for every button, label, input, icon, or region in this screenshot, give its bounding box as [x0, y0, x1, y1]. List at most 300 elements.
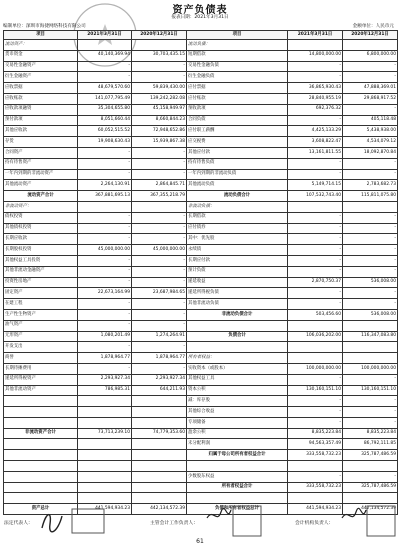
table-row	[4, 104, 398, 115]
legal-rep-signature-seal	[38, 506, 108, 536]
asset-item-cell: 衍生金融资产	[4, 72, 78, 83]
liability-prior-cell: 6,800,000.00	[343, 50, 398, 61]
liability-current-cell: -	[288, 288, 343, 299]
asset-item-cell	[4, 482, 78, 493]
table-row	[4, 450, 398, 461]
liability-prior-cell: -	[343, 223, 398, 234]
liability-prior-cell: 4,534,079.12	[343, 137, 398, 148]
asset-current-cell	[78, 396, 132, 407]
asset-item-cell: 应收账款	[4, 93, 78, 104]
asset-current-cell	[78, 461, 132, 472]
liability-prior-cell	[343, 493, 398, 504]
asset-item-cell: 非流动资产合计	[4, 428, 78, 439]
table-row	[4, 115, 398, 126]
asset-current-cell: 60,052,515.52	[78, 126, 132, 137]
asset-current-cell: -	[78, 255, 132, 266]
asset-prior-cell: 8,660,844.23	[132, 115, 187, 126]
column-header: 2021年3月31日	[288, 31, 343, 40]
liability-current-cell: 692,376.32	[288, 104, 343, 115]
liability-item-cell	[187, 320, 288, 331]
asset-current-cell: -	[78, 342, 132, 353]
asset-prior-cell: -	[132, 266, 187, 277]
table-row	[4, 137, 398, 148]
liability-current-cell: -	[288, 266, 343, 277]
column-header: 2021年3月31日	[78, 31, 132, 40]
asset-item-cell: 其他流动资产	[4, 180, 78, 191]
asset-item-cell	[4, 450, 78, 461]
asset-item-cell: 流动资产合计	[4, 191, 78, 202]
asset-item-cell: 预付款项	[4, 115, 78, 126]
liability-prior-cell	[343, 320, 398, 331]
liability-current-cell	[288, 40, 343, 51]
table-row	[4, 353, 398, 364]
asset-prior-cell	[132, 461, 187, 472]
table-row	[4, 439, 398, 450]
liability-prior-cell: 536,008.00	[343, 309, 398, 320]
table-row	[4, 93, 398, 104]
asset-prior-cell: 45,158,949.97	[132, 104, 187, 115]
liability-prior-cell: 8,835,223.84	[343, 428, 398, 439]
asset-current-cell: -	[78, 266, 132, 277]
asset-current-cell: -	[78, 169, 132, 180]
table-row	[4, 277, 398, 288]
asset-item-cell	[4, 493, 78, 504]
table-row	[4, 212, 398, 223]
liability-prior-cell: -	[343, 169, 398, 180]
liability-current-cell: -	[288, 61, 343, 72]
liability-current-cell: 503,456.60	[288, 309, 343, 320]
table-row	[4, 245, 398, 256]
table-row	[4, 493, 398, 504]
table-row	[4, 223, 398, 234]
liability-current-cell: -	[288, 471, 343, 482]
asset-prior-cell: 1,274,264.91	[132, 331, 187, 342]
table-row	[4, 428, 398, 439]
table-row	[4, 72, 398, 83]
asset-item-cell: 其他债权投资	[4, 223, 78, 234]
asset-item-cell	[4, 396, 78, 407]
table-row	[4, 158, 398, 169]
liability-prior-cell: 325,787,486.59	[343, 482, 398, 493]
table-row	[4, 191, 398, 202]
liability-item-cell: 其中：优先股	[187, 234, 288, 245]
asset-prior-cell: 59,839,430.00	[132, 83, 187, 94]
accounting-dept-signature-seal	[340, 504, 398, 538]
asset-current-cell	[78, 40, 132, 51]
liability-item-cell: 负债合计	[187, 331, 288, 342]
asset-current-cell: 73,713,239.10	[78, 428, 132, 439]
asset-prior-cell: 2,864,845.71	[132, 180, 187, 191]
liability-prior-cell: 47,888,369.01	[343, 83, 398, 94]
liability-item-cell: 应付债券	[187, 223, 288, 234]
liability-current-cell: 28,840,955.19	[288, 93, 343, 104]
asset-prior-cell	[132, 439, 187, 450]
liability-current-cell: 333,558,732.23	[288, 450, 343, 461]
liability-prior-cell: -	[343, 104, 398, 115]
liability-current-cell: -	[288, 158, 343, 169]
table-row	[4, 266, 398, 277]
asset-item-cell: 递延所得税资产	[4, 374, 78, 385]
asset-item-cell	[4, 407, 78, 418]
liability-prior-cell: -	[343, 471, 398, 482]
asset-item-cell: 债权投资	[4, 212, 78, 223]
asset-current-cell	[78, 417, 132, 428]
liability-prior-cell: -	[343, 72, 398, 83]
asset-current-cell	[78, 201, 132, 212]
asset-prior-cell	[132, 493, 187, 504]
asset-prior-cell: 74,779,353.60	[132, 428, 187, 439]
liability-prior-cell: 115,811,075.80	[343, 191, 398, 202]
asset-prior-cell: -	[132, 158, 187, 169]
asset-current-cell: 48,679,570.60	[78, 83, 132, 94]
liability-item-cell: 其他综合收益	[187, 407, 288, 418]
asset-item-cell	[4, 439, 78, 450]
report-date: 报表日期：2021年3月31日	[171, 15, 229, 20]
liability-prior-cell: 442,134,572.39	[343, 504, 398, 515]
currency-unit: 金额单位：人民币元	[352, 24, 394, 29]
liability-current-cell: 2,870,750.37	[288, 277, 343, 288]
liability-current-cell: 107,532,743.40	[288, 191, 343, 202]
asset-current-cell	[78, 471, 132, 482]
liability-item-cell: 资本公积	[187, 385, 288, 396]
asset-item-cell: 交易性金融资产	[4, 61, 78, 72]
asset-current-cell: 22,673,164.99	[78, 288, 132, 299]
asset-current-cell: -	[78, 299, 132, 310]
asset-current-cell: -	[78, 72, 132, 83]
liability-item-cell: 流动负债合计	[187, 191, 288, 202]
liability-prior-cell: 5,438,938.00	[343, 126, 398, 137]
liability-item-cell: 所有者权益：	[187, 353, 288, 364]
liability-item-cell: 所有者权益合计	[187, 482, 288, 493]
liability-item-cell: 预计负债	[187, 266, 288, 277]
asset-item-cell: 合同资产	[4, 147, 78, 158]
asset-item-cell: 长期待摊费用	[4, 363, 78, 374]
asset-prior-cell: 644,211.93	[132, 385, 187, 396]
liability-item-cell: 应付账款	[187, 93, 288, 104]
asset-item-cell: 应收票据	[4, 83, 78, 94]
asset-item-cell: 商誉	[4, 353, 78, 364]
asset-item-cell: 存货	[4, 137, 78, 148]
signature-area	[0, 506, 400, 536]
liability-item-cell: 归属于母公司所有者权益合计	[187, 450, 288, 461]
asset-item-cell: 固定资产	[4, 288, 78, 299]
liability-item-cell: 负债和所有者权益总计	[187, 504, 288, 515]
accounting-head-signature-seal	[205, 504, 265, 538]
liability-item-cell	[187, 461, 288, 472]
liability-current-cell: -	[288, 223, 343, 234]
asset-prior-cell: 23,687,984.65	[132, 288, 187, 299]
table-row	[4, 201, 398, 212]
asset-prior-cell: -	[132, 72, 187, 83]
liability-current-cell: 3,608,822.47	[288, 137, 343, 148]
asset-prior-cell: -	[132, 223, 187, 234]
table-row	[4, 234, 398, 245]
asset-prior-cell: -	[132, 255, 187, 266]
liability-prior-cell	[343, 461, 398, 472]
liability-item-cell: 长期应付款	[187, 255, 288, 266]
liability-item-cell	[187, 342, 288, 353]
liability-current-cell: 13,161,811.55	[288, 147, 343, 158]
table-row	[4, 482, 398, 493]
table-row	[4, 363, 398, 374]
liability-prior-cell: -	[343, 61, 398, 72]
liability-current-cell: -	[288, 299, 343, 310]
asset-prior-cell: -	[132, 309, 187, 320]
liability-current-cell: -	[288, 169, 343, 180]
asset-item-cell: 应收款项融资	[4, 104, 78, 115]
liability-item-cell: 交易性金融负债	[187, 61, 288, 72]
asset-current-cell: 2,264,130.91	[78, 180, 132, 191]
asset-item-cell: 投资性房地产	[4, 277, 78, 288]
asset-item-cell	[4, 417, 78, 428]
table-row	[4, 385, 398, 396]
liability-current-cell: 100,000,000.00	[288, 363, 343, 374]
liability-current-cell: 4,425,133.29	[288, 126, 343, 137]
asset-prior-cell: 367,355,218.79	[132, 191, 187, 202]
page-number: 61	[196, 538, 204, 545]
liability-prior-cell: -	[343, 417, 398, 428]
asset-current-cell: -	[78, 223, 132, 234]
liability-prior-cell: -	[343, 407, 398, 418]
asset-prior-cell: -	[132, 277, 187, 288]
liability-item-cell: 应付职工薪酬	[187, 126, 288, 137]
asset-item-cell: 长期应收款	[4, 234, 78, 245]
liability-prior-cell: -	[343, 374, 398, 385]
liability-item-cell: 非流动负债合计	[187, 309, 288, 320]
table-row	[4, 374, 398, 385]
asset-prior-cell: -	[132, 342, 187, 353]
asset-prior-cell: 45,000,000.00	[132, 245, 187, 256]
asset-prior-cell: 30,703,435.15	[132, 50, 187, 61]
asset-current-cell: 2,293,927.34	[78, 374, 132, 385]
asset-prior-cell: -	[132, 299, 187, 310]
asset-prior-cell: -	[132, 147, 187, 158]
asset-current-cell	[78, 450, 132, 461]
asset-item-cell: 其他非流动资产	[4, 385, 78, 396]
asset-current-cell: -	[78, 147, 132, 158]
liability-prior-cell: -	[343, 158, 398, 169]
liability-prior-cell: 405,118.48	[343, 115, 398, 126]
table-row	[4, 461, 398, 472]
table-row	[4, 169, 398, 180]
liability-current-cell: 441,594,934.23	[288, 504, 343, 515]
liability-item-cell: 专项储备	[187, 417, 288, 428]
liability-current-cell	[288, 461, 343, 472]
liability-item-cell: 短期借款	[187, 50, 288, 61]
liability-current-cell: -	[288, 245, 343, 256]
legal-rep-label: 法定代表人：	[4, 521, 33, 526]
asset-current-cell: 141,077,795.49	[78, 93, 132, 104]
table-row	[4, 417, 398, 428]
liability-item-cell: 未分配利润	[187, 439, 288, 450]
asset-item-cell: 流动资产：	[4, 40, 78, 51]
asset-item-cell: 油气资产	[4, 320, 78, 331]
asset-item-cell: 开发支出	[4, 342, 78, 353]
liability-item-cell: 流动负债：	[187, 40, 288, 51]
asset-prior-cell	[132, 201, 187, 212]
table-row	[4, 50, 398, 61]
liability-prior-cell: -	[343, 255, 398, 266]
liability-prior-cell: -	[343, 299, 398, 310]
liability-item-cell: 非流动负债：	[187, 201, 288, 212]
table-row	[4, 331, 398, 342]
asset-item-cell	[4, 471, 78, 482]
liability-item-cell: 其他应付款	[187, 147, 288, 158]
column-header: 2020年12月31日	[132, 31, 187, 40]
table-row	[4, 320, 398, 331]
liability-current-cell: -	[288, 212, 343, 223]
liability-prior-cell: 116,347,083.80	[343, 331, 398, 342]
report-title: 资产负债表	[172, 5, 228, 16]
asset-current-cell	[78, 439, 132, 450]
liability-item-cell: 递延收益	[187, 277, 288, 288]
liability-prior-cell: 536,008.00	[343, 277, 398, 288]
asset-item-cell: 长期股权投资	[4, 245, 78, 256]
asset-current-cell	[78, 482, 132, 493]
asset-prior-cell	[132, 417, 187, 428]
asset-current-cell: 8,051,660.44	[78, 115, 132, 126]
liability-item-cell: 减：库存股	[187, 396, 288, 407]
liability-item-cell: 应付票据	[187, 83, 288, 94]
asset-current-cell: -	[78, 212, 132, 223]
column-header: 项目	[4, 31, 78, 40]
asset-prior-cell: -	[132, 320, 187, 331]
asset-prior-cell	[132, 407, 187, 418]
asset-current-cell: 45,000,000.00	[78, 245, 132, 256]
liability-current-cell: 5,149,714.15	[288, 180, 343, 191]
asset-prior-cell: -	[132, 363, 187, 374]
column-header: 2020年12月31日	[343, 31, 398, 40]
asset-current-cell: -	[78, 320, 132, 331]
liability-prior-cell: 325,787,486.59	[343, 450, 398, 461]
liability-item-cell: 合同负债	[187, 115, 288, 126]
asset-prior-cell	[132, 471, 187, 482]
liability-current-cell	[288, 342, 343, 353]
liability-item-cell	[187, 493, 288, 504]
table-row	[4, 126, 398, 137]
asset-item-cell: 其他非流动金融资产	[4, 266, 78, 277]
liability-current-cell: -	[288, 115, 343, 126]
table-row	[4, 180, 398, 191]
asset-prior-cell: -	[132, 61, 187, 72]
liability-prior-cell: 18,092,870.84	[343, 147, 398, 158]
asset-item-cell	[4, 461, 78, 472]
liability-current-cell: -	[288, 407, 343, 418]
table-row	[4, 309, 398, 320]
liability-prior-cell: 100,000,000.00	[343, 363, 398, 374]
liability-current-cell: 8,835,223.84	[288, 428, 343, 439]
asset-prior-cell	[132, 396, 187, 407]
asset-item-cell: 货币资金	[4, 50, 78, 61]
asset-current-cell: -	[78, 363, 132, 374]
balance-sheet-table	[3, 30, 398, 515]
asset-item-cell: 持有待售资产	[4, 158, 78, 169]
liability-prior-cell: -	[343, 266, 398, 277]
liability-prior-cell: 130,160,151.10	[343, 385, 398, 396]
liability-current-cell	[288, 201, 343, 212]
liability-current-cell: 333,558,732.23	[288, 482, 343, 493]
asset-current-cell: 367,881,695.13	[78, 191, 132, 202]
liability-prior-cell: -	[343, 212, 398, 223]
table-row	[4, 299, 398, 310]
liability-prior-cell: -	[343, 288, 398, 299]
asset-current-cell	[78, 493, 132, 504]
liability-prior-cell: -	[343, 234, 398, 245]
asset-current-cell: -	[78, 234, 132, 245]
accounting-head-label: 主管会计工作负责人：	[150, 521, 198, 526]
asset-current-cell: 19,908,630.43	[78, 137, 132, 148]
liability-prior-cell: 86,792,111.85	[343, 439, 398, 450]
liability-item-cell: 其他流动负债	[187, 180, 288, 191]
table-row	[4, 342, 398, 353]
liability-current-cell: -	[288, 234, 343, 245]
table-row	[4, 61, 398, 72]
asset-current-cell: -	[78, 158, 132, 169]
liability-current-cell: -	[288, 374, 343, 385]
liability-item-cell: 盈余公积	[187, 428, 288, 439]
liability-current-cell: -	[288, 72, 343, 83]
liability-current-cell: 94,563,357.49	[288, 439, 343, 450]
asset-item-cell: 其他应收款	[4, 126, 78, 137]
liability-current-cell: 106,036,202.00	[288, 331, 343, 342]
liability-current-cell: -	[288, 417, 343, 428]
asset-current-cell: -	[78, 277, 132, 288]
asset-current-cell: 786,985.31	[78, 385, 132, 396]
table-row	[4, 396, 398, 407]
liability-item-cell: 持有待售负债	[187, 158, 288, 169]
table-row	[4, 83, 398, 94]
liability-item-cell: 永续债	[187, 245, 288, 256]
compiling-entity: 编制单位：深圳市海捷网络科技有限公司	[3, 24, 86, 29]
liability-item-cell: 其他权益工具	[187, 374, 288, 385]
asset-prior-cell	[132, 40, 187, 51]
liability-item-cell: 应交税费	[187, 137, 288, 148]
liability-prior-cell	[343, 342, 398, 353]
asset-current-cell: 1,878,964.77	[78, 353, 132, 364]
liability-current-cell: 36,865,930.43	[288, 83, 343, 94]
liability-current-cell	[288, 353, 343, 364]
liability-prior-cell	[343, 40, 398, 51]
asset-prior-cell	[132, 482, 187, 493]
asset-prior-cell: 2,293,927.34	[132, 374, 187, 385]
asset-item-cell: 在建工程	[4, 299, 78, 310]
asset-current-cell: -	[78, 309, 132, 320]
liability-item-cell: 少数股东权益	[187, 471, 288, 482]
accounting-dept-label: 会计机构负责人：	[295, 521, 334, 526]
asset-prior-cell: -	[132, 234, 187, 245]
asset-prior-cell: 72,948,652.86	[132, 126, 187, 137]
asset-current-cell: 35,304,655.80	[78, 104, 132, 115]
liability-prior-cell: -	[343, 245, 398, 256]
asset-item-cell: 生产性生物资产	[4, 309, 78, 320]
liability-current-cell	[288, 493, 343, 504]
asset-item-cell: 无形资产	[4, 331, 78, 342]
liability-item-cell: 长期借款	[187, 212, 288, 223]
liability-item-cell: 预收款项	[187, 104, 288, 115]
asset-prior-cell: 442,134,572.39	[132, 504, 187, 515]
asset-prior-cell: 15,939,867.38	[132, 137, 187, 148]
asset-item-cell: 其他权益工具投资	[4, 255, 78, 266]
liability-prior-cell	[343, 353, 398, 364]
table-row	[4, 40, 398, 51]
asset-prior-cell: -	[132, 212, 187, 223]
liability-current-cell	[288, 320, 343, 331]
asset-prior-cell	[132, 450, 187, 461]
liability-item-cell: 其他非流动负债	[187, 299, 288, 310]
asset-prior-cell: 139,242,282.08	[132, 93, 187, 104]
liability-prior-cell: 29,868,917.52	[343, 93, 398, 104]
liability-current-cell: 14,800,000.00	[288, 50, 343, 61]
